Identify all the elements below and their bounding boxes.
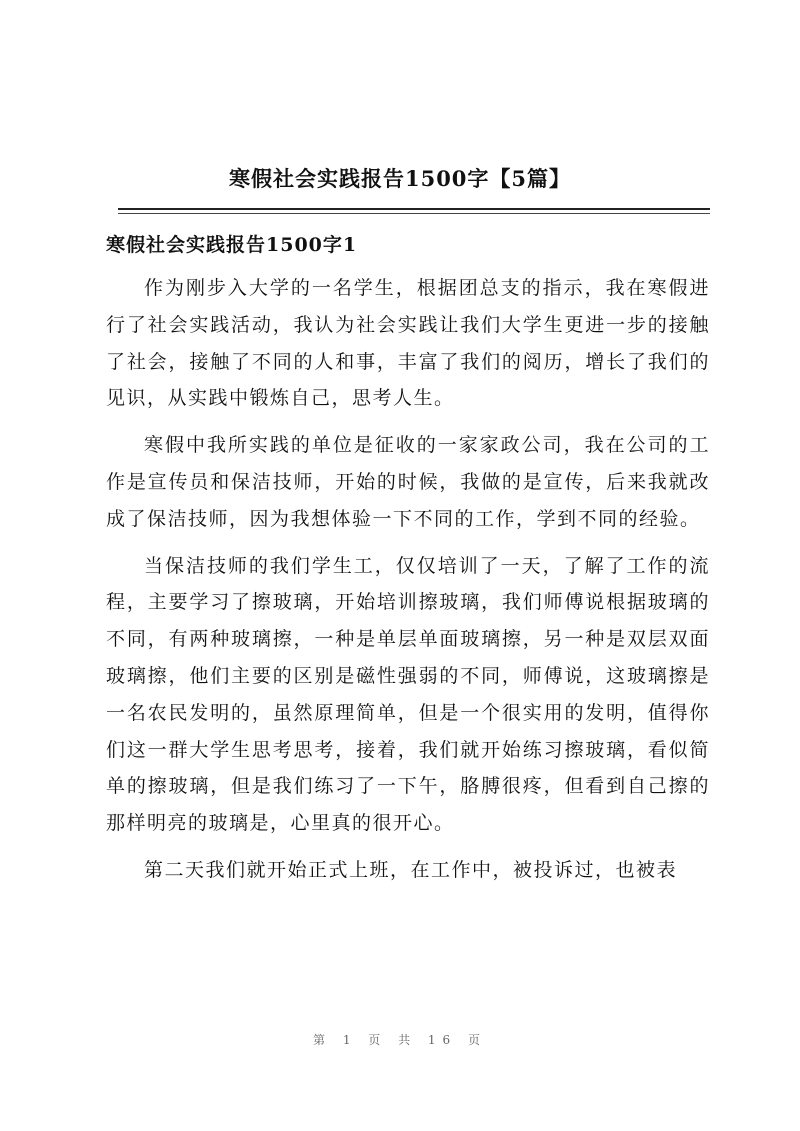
title-divider-thin — [118, 213, 710, 214]
paragraph: 作为刚步入大学的一名学生，根据团总支的指示，我在寒假进行了社会实践活动，我认为社会实践让我们大学生更进一步的接触了社会，接触了不同的人和事，丰富了我们的阅历，增长了我们的见识，从实践中锻炼自己，思考人生。 — [106, 277, 710, 410]
paragraph: 当保洁技师的我们学生工，仅仅培训了一天，了解了工作的流程，主要学习了擦玻璃，开始培训擦玻璃，我们师傅说根据玻璃的不同，有两种玻璃擦，一种是单层单面玻璃擦，另一种是双层双面玻璃擦，他们主要的区别是磁性强弱的不同，师傅说，这玻璃擦是一名农民发明的，虽然原理简单，但是一个很实用的发明，值得你们这一群大学生思考思考，接着，我们就开始练习擦玻璃，看似简单的擦玻璃，但是我们练习了一下午，胳膊很疼，但看到自己擦的那样明亮的玻璃是，心里真的很开心。 — [106, 554, 710, 835]
page-number-footer: 第 1 页 共 16 页 — [313, 1033, 487, 1047]
paragraph: 寒假中我所实践的单位是征收的一家家政公司，我在公司的工作是宣传员和保洁技师，开始的时候，我做的是宣传，后来我就改成了保洁技师，因为我想体验一下不同的工作，学到不同的经验。 — [106, 434, 710, 530]
title-divider — [118, 208, 710, 210]
section-heading: 寒假社会实践报告1500字1 — [106, 234, 358, 256]
document-title: 寒假社会实践报告1500字【5篇】 — [228, 166, 572, 191]
document-body — [106, 270, 710, 899]
paragraph: 第二天我们就开始正式上班，在工作中，被投诉过，也被表 — [144, 858, 678, 881]
